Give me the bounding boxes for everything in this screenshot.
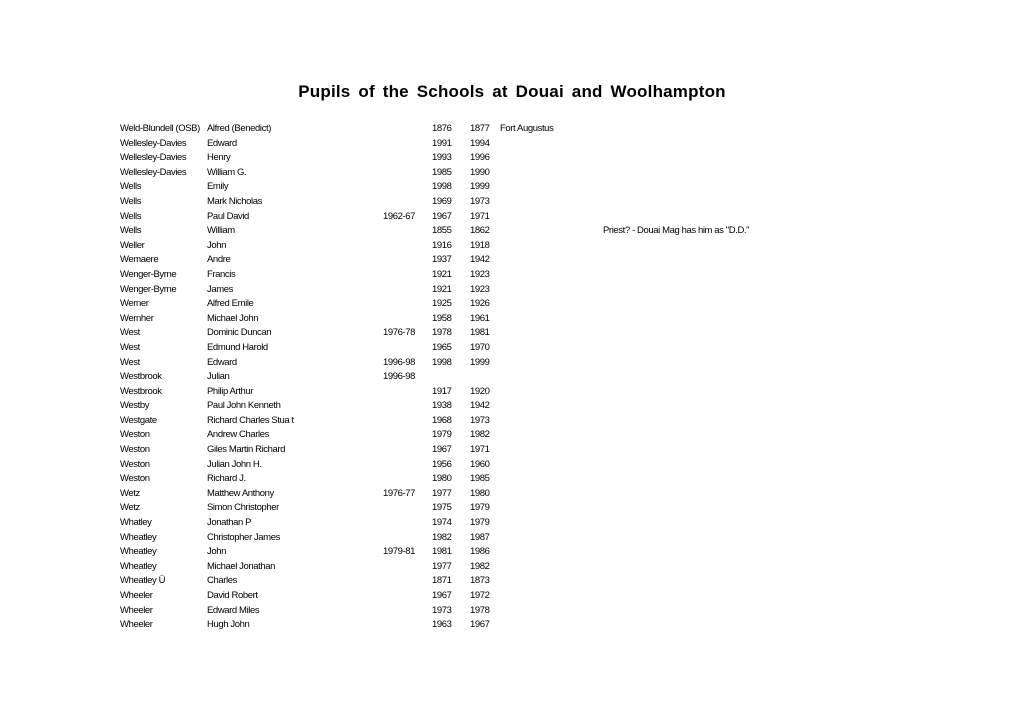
year-left: 1987 [470, 531, 490, 543]
table-row [0, 574, 1024, 589]
surname: Wells [120, 210, 142, 222]
year-left: 1923 [470, 283, 490, 295]
surname: Westbrook [120, 371, 162, 383]
table-row [0, 166, 1024, 181]
surname: Wenger-Byrne [120, 283, 177, 295]
first-names: David Robert [207, 590, 258, 601]
surname: Weston [120, 458, 150, 470]
surname: Werner [120, 298, 149, 310]
first-names: Christopher James [207, 531, 280, 543]
year-entered: 1979 [432, 429, 452, 441]
surname: Wells [120, 181, 142, 193]
table-row [0, 560, 1024, 575]
table-row [0, 253, 1024, 268]
first-names: Julian John H. [207, 458, 262, 470]
table-row [0, 399, 1024, 414]
year-left: 1923 [470, 268, 490, 280]
surname: Wellesley-Davies [120, 137, 187, 149]
year-left: 1985 [470, 473, 490, 485]
surname: Wells [120, 195, 142, 207]
year-entered: 1916 [432, 239, 452, 251]
year-left: 1979 [470, 502, 490, 514]
prep-years: 1976-78 [383, 327, 416, 339]
table-row [0, 268, 1024, 283]
year-left: 1942 [470, 254, 490, 266]
first-names: William [207, 225, 235, 237]
year-entered: 1973 [432, 604, 452, 616]
year-left: 1873 [470, 575, 490, 587]
table-row [0, 487, 1024, 502]
table-row [0, 151, 1024, 166]
year-left: 1960 [470, 458, 490, 470]
year-left: 1973 [470, 195, 490, 207]
year-left: 1926 [470, 298, 490, 310]
year-entered: 1965 [432, 341, 452, 353]
year-left: 1978 [470, 604, 490, 616]
year-left: 1971 [470, 444, 490, 456]
first-names: Philip Arthur [207, 385, 254, 397]
year-left: 1996 [470, 152, 490, 164]
first-names: Alfred (Benedict) [207, 123, 271, 134]
table-row [0, 356, 1024, 371]
surname: Wemaere [120, 254, 159, 266]
year-left: 1994 [470, 137, 490, 149]
first-names: Andre [207, 254, 231, 266]
year-entered: 1956 [432, 458, 452, 470]
first-names: Simon Christopher [207, 502, 279, 514]
first-names: Julian [207, 371, 230, 383]
prep-years: 1996-98 [383, 371, 416, 383]
surname: Weston [120, 473, 150, 485]
first-names: Paul John Kenneth [207, 400, 281, 412]
surname: Wheeler [120, 590, 153, 601]
year-entered: 1974 [432, 517, 452, 529]
surname: Wernher [120, 312, 154, 324]
first-names: Hugh John [207, 619, 250, 631]
year-left: 1918 [470, 239, 490, 251]
first-names: William G. [207, 166, 247, 178]
table-row [0, 210, 1024, 225]
table-row [0, 443, 1024, 458]
table-row [0, 472, 1024, 487]
first-names: Edward [207, 137, 237, 149]
year-entered: 1969 [432, 195, 452, 207]
first-names: Michael Jonathan [207, 560, 276, 572]
year-left: 1990 [470, 166, 490, 178]
surname: Westby [120, 400, 150, 412]
table-row [0, 224, 1024, 239]
year-entered: 1871 [432, 575, 452, 587]
table-row [0, 180, 1024, 195]
first-names: Michael John [207, 312, 259, 324]
surname: Whatley [120, 517, 152, 529]
year-left: 1942 [470, 400, 490, 412]
year-entered: 1993 [432, 152, 452, 164]
year-left: 1967 [470, 619, 490, 631]
year-entered: 1981 [432, 546, 452, 558]
year-entered: 1975 [432, 502, 452, 514]
table-row [0, 618, 1024, 633]
table-row [0, 370, 1024, 385]
surname: Weld-Blundell (OSB) [120, 123, 200, 134]
table-row [0, 604, 1024, 619]
year-entered: 1998 [432, 356, 452, 368]
year-entered: 1967 [432, 210, 452, 222]
surname: Weston [120, 444, 150, 456]
first-names: John [207, 546, 227, 558]
surname: Wellesley-Davies [120, 166, 187, 178]
first-names: James [207, 283, 233, 295]
year-entered: 1967 [432, 444, 452, 456]
first-names: Henry [207, 152, 231, 164]
prep-years: 1976-77 [383, 487, 416, 499]
first-names: Dominic Duncan [207, 327, 272, 339]
table-row [0, 297, 1024, 312]
prep-years: 1979-81 [383, 546, 416, 558]
year-left: 1961 [470, 312, 490, 324]
prep-years: 1996-98 [383, 356, 416, 368]
surname: Westgate [120, 414, 157, 426]
table-row [0, 195, 1024, 210]
first-names: Edmund Harold [207, 341, 268, 353]
surname: Wetz [120, 487, 140, 499]
first-names: Emily [207, 181, 229, 193]
year-left: 1982 [470, 560, 490, 572]
surname: West [120, 327, 140, 339]
first-names: Francis [207, 268, 236, 280]
page-title: Pupils of the Schools at Douai and Woolhampton [298, 82, 726, 101]
table-row [0, 312, 1024, 327]
table-row [0, 531, 1024, 546]
first-names: John [207, 239, 227, 251]
surname: Wheatley Ü [120, 575, 166, 587]
surname: West [120, 341, 140, 353]
table-row [0, 589, 1024, 604]
first-names: Andrew Charles [207, 429, 269, 441]
year-entered: 1917 [432, 385, 452, 397]
surname: Wells [120, 225, 142, 237]
year-left: 1986 [470, 546, 490, 558]
first-names: Matthew Anthony [207, 487, 274, 499]
surname: Weston [120, 429, 150, 441]
year-entered: 1938 [432, 400, 452, 412]
year-entered: 1978 [432, 327, 452, 339]
surname: Wetz [120, 502, 140, 514]
first-names: Charles [207, 575, 237, 587]
year-left: 1877 [470, 123, 490, 134]
first-names: Edward [207, 356, 237, 368]
year-left: 1979 [470, 517, 490, 529]
first-names: Alfred Emile [207, 298, 254, 310]
year-left: 1970 [470, 341, 490, 353]
year-entered: 1855 [432, 225, 452, 237]
year-entered: 1985 [432, 166, 452, 178]
year-entered: 1977 [432, 487, 452, 499]
year-left: 1981 [470, 327, 490, 339]
first-names: Edward Miles [207, 604, 260, 616]
year-entered: 1998 [432, 181, 452, 193]
surname: Weller [120, 239, 145, 251]
year-left: 1999 [470, 181, 490, 193]
surname: Wheeler [120, 604, 153, 616]
table-row [0, 501, 1024, 516]
year-entered: 1925 [432, 298, 452, 310]
surname: Westbrook [120, 385, 162, 397]
table-row [0, 283, 1024, 298]
first-names: Giles Martin Richard [207, 444, 286, 456]
year-left: 1982 [470, 429, 490, 441]
first-names: Paul David [207, 210, 249, 222]
first-names: Richard Charles Stua t [207, 414, 294, 426]
prep-years: 1962-67 [383, 210, 416, 222]
year-left: 1980 [470, 487, 490, 499]
table-row [0, 137, 1024, 152]
table-row [0, 326, 1024, 341]
year-left: 1971 [470, 210, 490, 222]
table-row [0, 428, 1024, 443]
surname: Wheatley [120, 560, 157, 572]
first-names: Richard J. [207, 473, 246, 485]
year-entered: 1980 [432, 473, 452, 485]
year-entered: 1921 [432, 268, 452, 280]
year-entered: 1968 [432, 414, 452, 426]
table-row [0, 414, 1024, 429]
year-entered: 1921 [432, 283, 452, 295]
year-left: 1920 [470, 385, 490, 397]
surname: Wellesley-Davies [120, 152, 187, 164]
year-left: 1973 [470, 414, 490, 426]
surname: West [120, 356, 140, 368]
year-entered: 1963 [432, 619, 452, 631]
year-left: 1972 [470, 590, 490, 601]
surname: Wheeler [120, 619, 153, 631]
year-left: 1862 [470, 225, 490, 237]
table-row [0, 516, 1024, 531]
year-entered: 1991 [432, 137, 452, 149]
table-row [0, 458, 1024, 473]
table-row [0, 545, 1024, 560]
first-names: Mark Nicholas [207, 195, 262, 207]
surname: Wheatley [120, 546, 157, 558]
remarks: Priest? - Douai Mag has him as "D.D." [603, 225, 750, 237]
year-entered: 1982 [432, 531, 452, 543]
year-entered: 1937 [432, 254, 452, 266]
table-row [0, 122, 1024, 137]
year-entered: 1967 [432, 590, 452, 601]
year-entered: 1958 [432, 312, 452, 324]
year-entered: 1876 [432, 123, 452, 134]
destination: Fort Augustus [500, 123, 554, 134]
year-entered: 1977 [432, 560, 452, 572]
first-names: Jonathan P [207, 517, 252, 529]
table-row [0, 385, 1024, 400]
table-row [0, 239, 1024, 254]
surname: Wheatley [120, 531, 157, 543]
year-left: 1999 [470, 356, 490, 368]
table-row [0, 341, 1024, 356]
surname: Wenger-Byrne [120, 268, 177, 280]
pupil-list [0, 122, 1024, 633]
